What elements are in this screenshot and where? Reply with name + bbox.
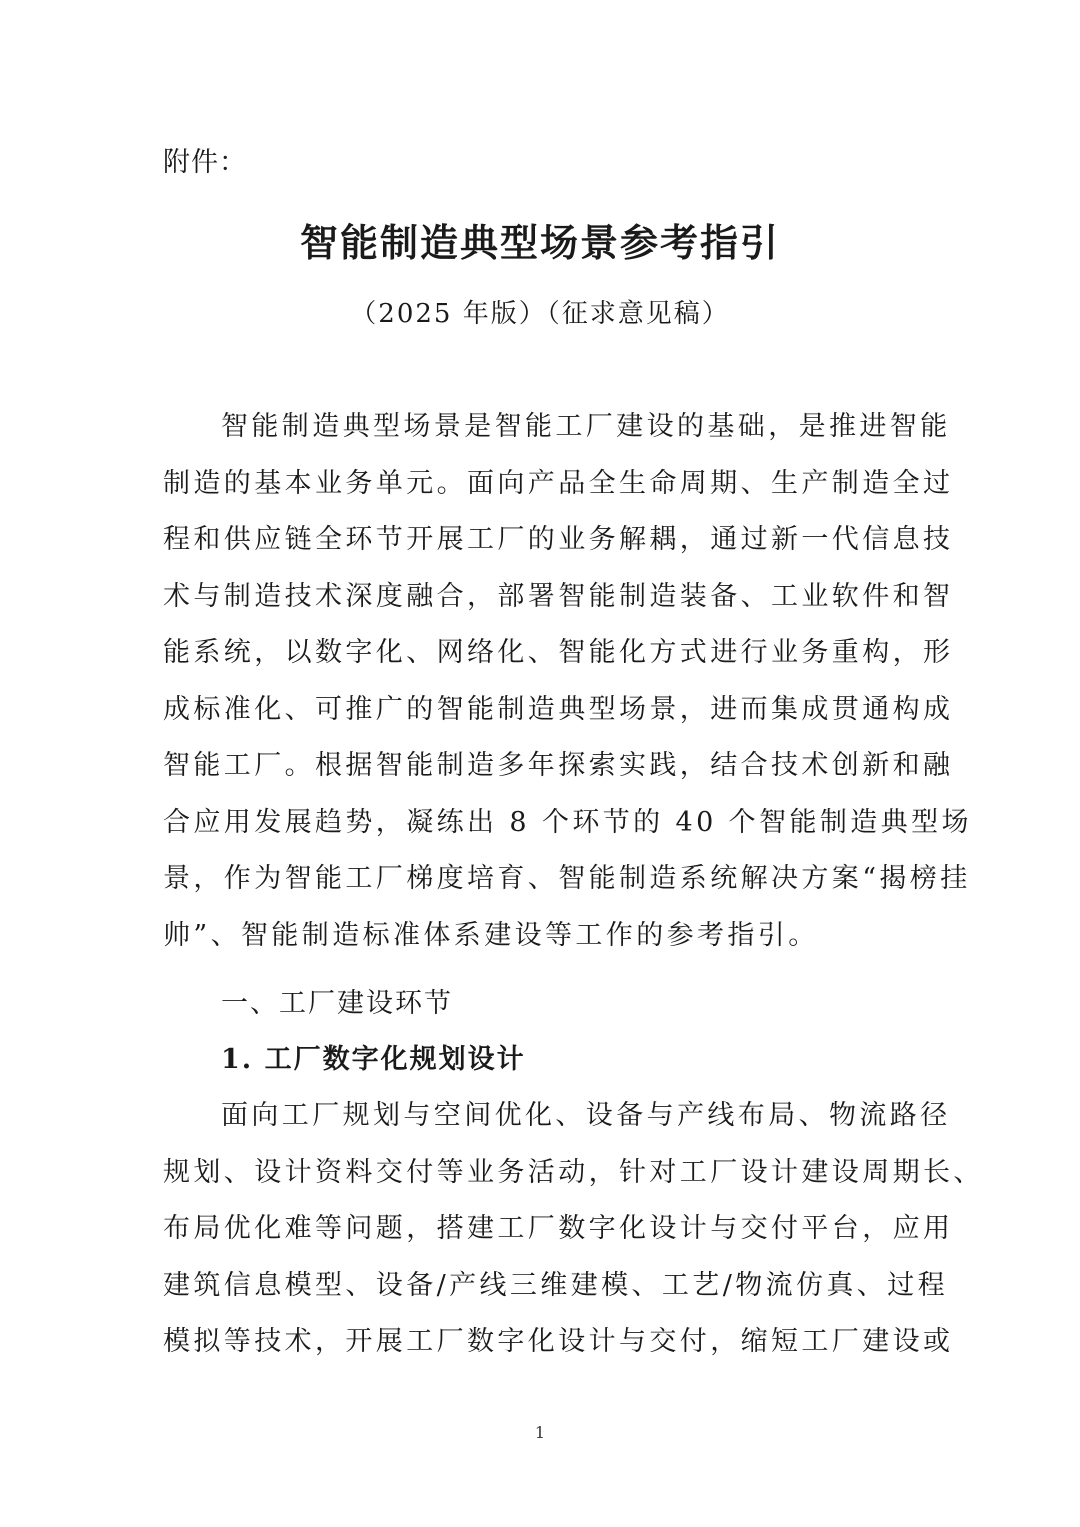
paragraph-line: 规划、设计资料交付等业务活动，针对工厂设计建设周期长、 [163,1156,984,1188]
paragraph-line: 智能工厂。根据智能制造多年探索实践，结合技术创新和融 [163,750,954,781]
paragraph-line: 景，作为智能工厂梯度培育、智能制造系统解决方案“揭榜挂 [163,863,971,894]
paragraph-line: 合应用发展趋势，凝练出 8 个环节的 40 个智能制造典型场 [163,806,972,838]
paragraph-line: 面向工厂规划与空间优化、设备与产线布局、物流路径 [221,1100,951,1131]
sub-heading: 1. 工厂数字化规划设计 [221,1044,526,1075]
paragraph-line: 布局优化难等问题，搭建工厂数字化设计与交付平台，应用 [163,1213,954,1244]
paragraph-line: 建筑信息模型、设备/产线三维建模、工艺/物流仿真、过程 [163,1269,948,1301]
page-number: 1 [534,1423,546,1442]
attachment-label: 附件： [163,147,247,178]
document-subtitle: （2025 年版）（征求意见稿） [350,299,730,329]
section-paragraph [163,1088,984,1371]
section-heading: 一、工厂建设环节 [221,988,453,1019]
paragraph-line: 术与制造技术深度融合，部署智能制造装备、工业软件和智 [163,580,954,612]
paragraph-line: 帅”、智能制造标准体系建设等工作的参考指引。 [163,919,819,951]
intro-paragraph [163,399,972,964]
document-title: 智能制造典型场景参考指引 [299,221,780,265]
paragraph-line: 成标准化、可推广的智能制造典型场景，进而集成贯通构成 [163,693,954,725]
paragraph-line: 程和供应链全环节开展工厂的业务解耦，通过新一代信息技 [163,524,954,555]
paragraph-line: 智能制造典型场景是智能工厂建设的基础，是推进智能 [221,411,951,442]
paragraph-line: 制造的基本业务单元。面向产品全生命周期、生产制造全过 [163,467,954,499]
paragraph-line: 模拟等技术，开展工厂数字化设计与交付，缩短工厂建设或 [163,1326,954,1357]
paragraph-line: 能系统，以数字化、网络化、智能化方式进行业务重构，形 [163,637,954,668]
